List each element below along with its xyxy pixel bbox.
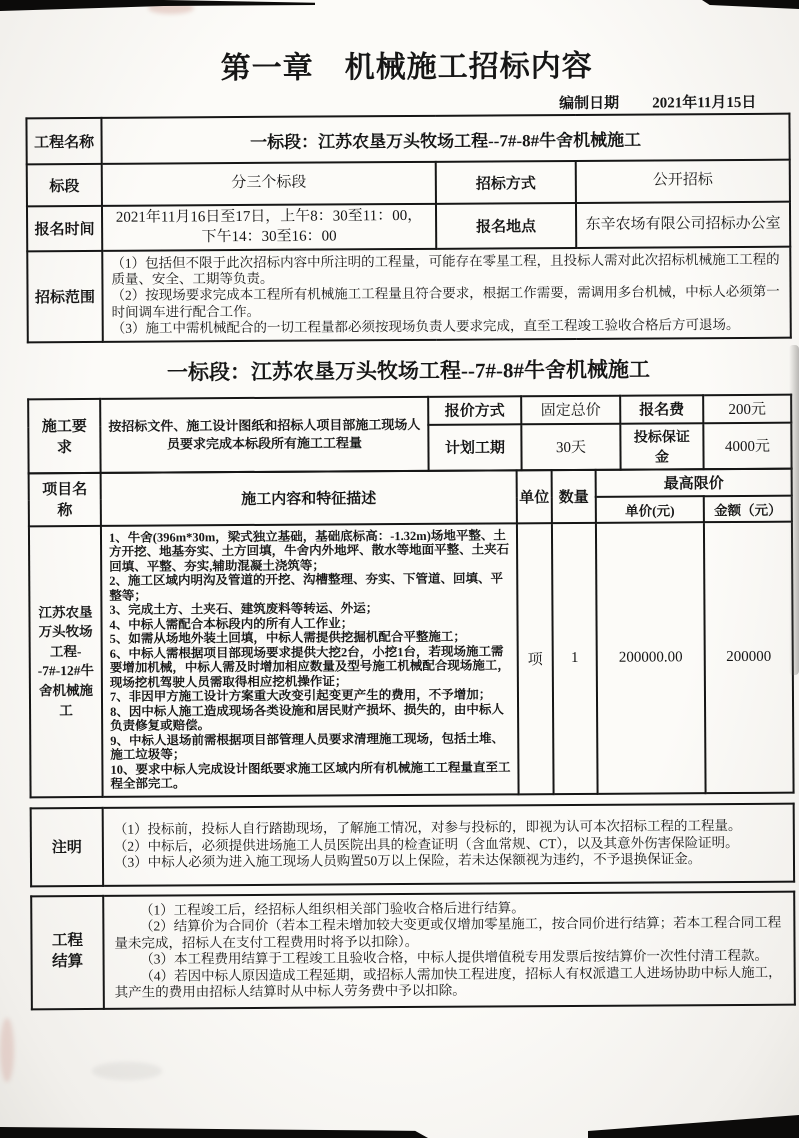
item-description-line: 6、中标人需根据项目部现场要求提供大挖2台，小挖1台，若现场施工需要增加机械，中标人需及时增加相应数量及型号施工机械配合现场施工，现场挖机驾驶人员需取得相应挖机操作证； — [109, 644, 510, 690]
item-description-line: 3、完成土方、土夹石、建筑废料等转运、外运； — [109, 601, 379, 618]
col-quantity: 数量 — [552, 470, 596, 523]
notes-line: （1）投标前，投标人自行踏勘现场，了解施工情况，对参与投标的，即视为认可本次招标工程的工程量。 — [113, 817, 742, 837]
notes-table — [30, 803, 795, 888]
item-description-line: 5、如需从场地外装土回填，中标人需提供挖掘机配合平整施工； — [109, 630, 466, 647]
section-label: 标段 — [27, 164, 102, 206]
planned-duration-label: 计划工期 — [428, 424, 521, 471]
scan-artifact-bottom-right — [588, 1113, 799, 1138]
scan-smudge-right-edge — [789, 345, 799, 675]
item-row — [29, 522, 794, 798]
col-unit-price: 单价(元) — [596, 496, 704, 523]
construction-req-label: 施工要求 — [28, 399, 100, 473]
section-value: 分三个标段 — [102, 162, 436, 206]
signup-time-label: 报名时间 — [27, 206, 102, 251]
tender-method-value: 公开招标 — [576, 160, 790, 203]
bid-summary-table — [27, 394, 792, 475]
signup-time-value: 2021年11月16日至17日，上午8：30至11：00，下午14：30至16：00 — [102, 204, 436, 251]
settlement-line: （3）本工程费用结算于工程竣工且验收合格，中标人提供增值税专用发票后按结算价一次性付清工程款。 — [140, 948, 769, 967]
construction-req-value: 按招标文件、施工设计图纸和招标人项目部施工现场人员要求完成本标段所有施工工程量 — [100, 397, 428, 473]
item-description-line: 9、中标人退场前需根据项目部管理人员要求清理施工现场，包括土堆、施工垃圾等； — [110, 731, 505, 763]
scope-line: （2）按现场要求完成本工程所有机械施工工程量且符合要求，根据工作需要，需调用多台机械，中标人必须第一时间调车进行配合工作。 — [111, 284, 780, 320]
item-unit: 项 — [517, 523, 554, 794]
signup-fee-value: 200元 — [703, 395, 791, 424]
date-value: 2021年11月15日 — [652, 94, 757, 112]
settlement-label: 工程结算 — [31, 896, 104, 1009]
col-unit: 单位 — [517, 470, 552, 523]
col-description: 施工内容和特征描述 — [101, 470, 517, 526]
scan-smudge-pink-left — [0, 1018, 14, 1082]
item-unit-price: 200000.00 — [596, 522, 706, 794]
section-heading: 一标段：江苏农垦万头牧场工程--7#-8#牛舍机械施工 — [166, 357, 651, 385]
item-description-line: 4、中标人需配合本标段内的所有人工作业； — [109, 616, 354, 632]
item-amount: 200000 — [704, 522, 794, 794]
bid-item-table — [28, 468, 795, 799]
notes-cell — [103, 804, 794, 886]
notes-line: （3）中标人必须为进入施工现场人员购置50万以上保险，若未达保额视为违约，不予退换保证金。 — [113, 851, 702, 871]
col-item-name: 项目名称 — [29, 473, 101, 526]
item-name: 江苏农垦万头牧场工程--7#-12#牛舍机械施工 — [29, 526, 103, 797]
info-table — [25, 113, 791, 344]
quote-method-value: 固定总价 — [521, 396, 620, 425]
settlement-line: （4）若因中标人原因造成工程延期，或招标人需加快工程进度，招标人有权派遣工人进场协助中标人施工，其产生的费用由招标人结算时从中标人劳务费中予以扣除。 — [114, 964, 782, 1001]
scope-label: 招标范围 — [27, 251, 103, 342]
document-title: 第一章 机械施工招标内容 — [220, 49, 593, 86]
tender-method-label: 招标方式 — [436, 161, 576, 204]
notes-line: （2）中标后，必须提供进场施工人员医院出具的检查证明（含血常规、CT），以及其意外伤害保险证明。 — [113, 834, 739, 854]
scope-line: （3）施工中需机械配合的一切工程量都必须按现场负责人要求完成，直至工程竣工验收合格后方可退场。 — [111, 316, 740, 336]
project-name-label: 工程名称 — [26, 118, 101, 164]
bid-deposit-label: 投标保证金 — [620, 423, 703, 470]
settlement-line: （2）结算价为合同价（若本工程未增加较大变更或仅增加零星施工，按合同价进行结算；若本工程合同工程量未完成，招标人在支付工程费用时将予以扣除）。 — [114, 915, 782, 951]
item-description-line: 7、非因甲方施工设计方案重大改变引起变更产生的费用，不予增加； — [109, 687, 492, 705]
date-label: 编制日期 — [559, 95, 620, 113]
settlement-cell — [103, 892, 795, 1009]
item-description-line: 8、因中标人施工造成现场各类设施和居民财产损坏、损失的，由中标人负责修复或赔偿。 — [110, 702, 504, 734]
quote-method-label: 报价方式 — [428, 396, 521, 425]
scan-artifact-top-right — [702, 0, 799, 9]
scan-smudge-grey-bottom — [92, 1062, 162, 1080]
project-name-value: 一标段：江苏农垦万头牧场工程--7#-8#牛舍机械施工 — [101, 114, 789, 164]
signup-place-label: 报名地点 — [436, 203, 576, 249]
document-sheet — [25, 43, 794, 1010]
settlement-line: （1）工程竣工后，经招标人组织相关部门验收合格后进行结算。 — [139, 900, 525, 918]
notes-label: 注明 — [31, 808, 103, 886]
signup-place-value: 东辛农场有限公司招标办公室 — [576, 202, 790, 248]
col-max-price: 最高限价 — [596, 469, 792, 497]
item-description-line: 2、施工区域内明沟及管道的开挖、沟槽整理、夯实、下管道、回填、平整等； — [109, 571, 504, 603]
item-description-line: 1、牛舍(396m*30m，梁式独立基础，基础底标高：-1.32m)场地平整、土方开挖、地基夯实、土方回填，牛舍内外地坪、散水等地面平整、土夹石回填、平整、夯实,辅助混凝土浇筑等； — [108, 528, 510, 574]
scan-artifact-bottom-left — [0, 1127, 428, 1138]
bid-deposit-value: 4000元 — [703, 423, 791, 470]
item-description — [101, 523, 519, 797]
scope-cell — [102, 247, 791, 342]
item-quantity: 1 — [552, 523, 598, 794]
item-description-line: 10、要求中标人完成设计图纸要求施工区域内所有机械施工工程量直至工程全部完工。 — [110, 760, 511, 792]
col-amount: 金额（元） — [704, 496, 792, 523]
settlement-table — [30, 891, 796, 1010]
scope-line: （1）包括但不限于此次招标内容中所注明的工程量，可能存在零星工程，且投标人需对此次招标机械施工工程的质量、安全、工期等负责。 — [111, 251, 780, 287]
planned-duration-value: 30天 — [521, 424, 620, 471]
signup-fee-label: 报名费 — [620, 395, 703, 424]
